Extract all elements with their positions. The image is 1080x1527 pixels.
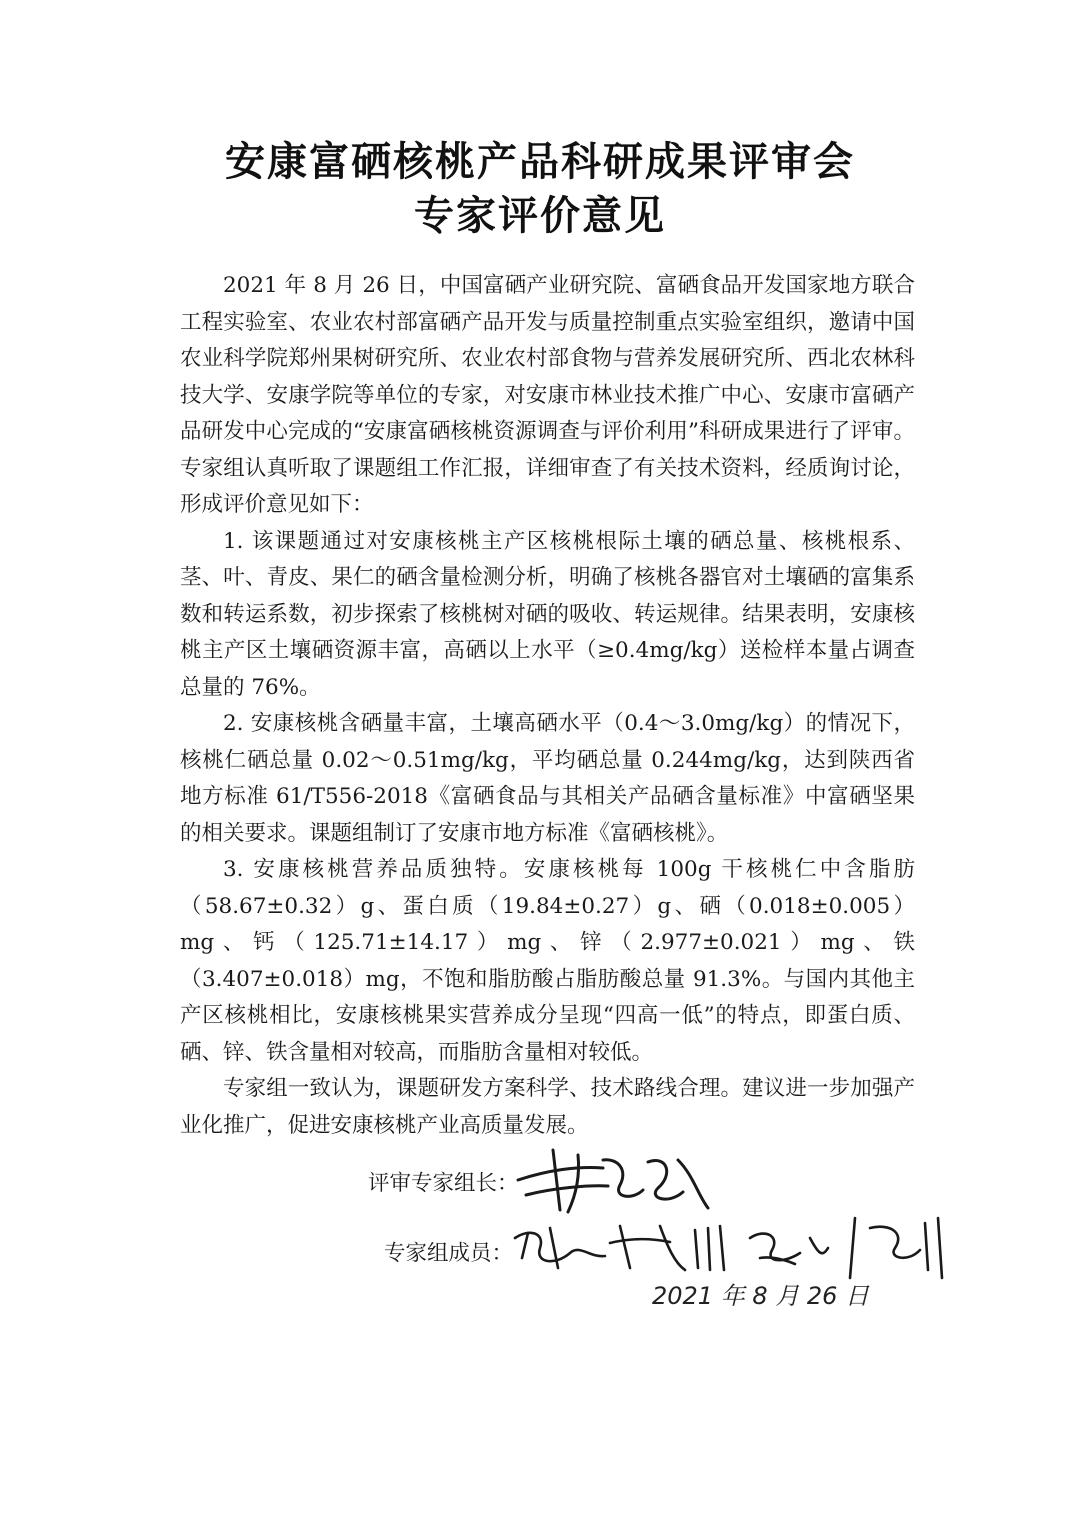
paragraph-item-3: 3. 安康核桃营养品质独特。安康核桃每 100g 干核桃仁中含脂肪（58.67±0.32）g、蛋白质（19.84±0.27）g、硒（0.018±0.005）mg、钙（125.71±14.17）mg、锌（2.977±0.021）mg、铁（3.407±0.018）mg，不饱和脂肪酸占脂肪酸总量 91.3%。与国内其他主产区核桃相比，安康核桃果实营养成分呈现“四高一低”的特点，即蛋白质、硒、锌、铁含量相对较高，而脂肪含量相对较低。 bbox=[180, 857, 915, 1065]
leader-label: 评审专家组长： bbox=[368, 1171, 519, 1196]
document-subtitle: 专家评价意见 bbox=[414, 193, 666, 239]
members-label: 专家组成员： bbox=[384, 1241, 514, 1266]
paragraph-item-1: 1. 该课题通过对安康核桃主产区核桃根际土壤的硒总量、核桃根系、茎、叶、青皮、果仁的硒含量检测分析，明确了核桃各器官对土壤硒的富集系数和转运系数，初步探索了核桃树对硒的吸收、转运规律。结果表明，安康核桃主产区土壤硒资源丰富，高硒以上水平（≥0.4mg/kg）送检样本量占调查总量的 76%。 bbox=[180, 528, 915, 700]
paragraph-intro: 2021 年 8 月 26 日，中国富硒产业研究院、富硒食品开发国家地方联合工程实验室、农业农村部富硒产品开发与质量控制重点实验室组织，邀请中国农业科学院郑州果树研究所、农业农村部食物与营养发展研究所、西北农林科技大学、安康学院等单位的专家，对安康市林业技术推广中心、安康市富硒产品研发中心完成的“安康富硒核桃资源调查与评价利用”科研成果进行了评审。专家组认真听取了课题组工作汇报，详细审查了有关技术资料，经质询讨论，形成评价意见如下： bbox=[180, 273, 915, 517]
signing-date: 2021 年 8 月 26 日 bbox=[652, 1282, 870, 1310]
paragraph-item-2: 2. 安康核桃含硒量丰富，土壤高硒水平（0.4～3.0mg/kg）的情况下，核桃仁硒总量 0.02～0.51mg/kg，平均硒总量 0.244mg/kg，达到陕西省地方标准 61/T556-2018《富硒食品与其相关产品硒含量标准》中富硒坚果的相关要求。课题组制订了安康市地方标准《富硒核桃》。 bbox=[180, 711, 915, 846]
document-title: 安康富硒核桃产品科研成果评审会 bbox=[225, 139, 855, 185]
paragraph-conclusion: 专家组一致认为，课题研发方案科学、技术路线合理。建议进一步加强产业化推广，促进安康核桃产业高质量发展。 bbox=[180, 1076, 915, 1138]
document-body bbox=[180, 268, 915, 1144]
